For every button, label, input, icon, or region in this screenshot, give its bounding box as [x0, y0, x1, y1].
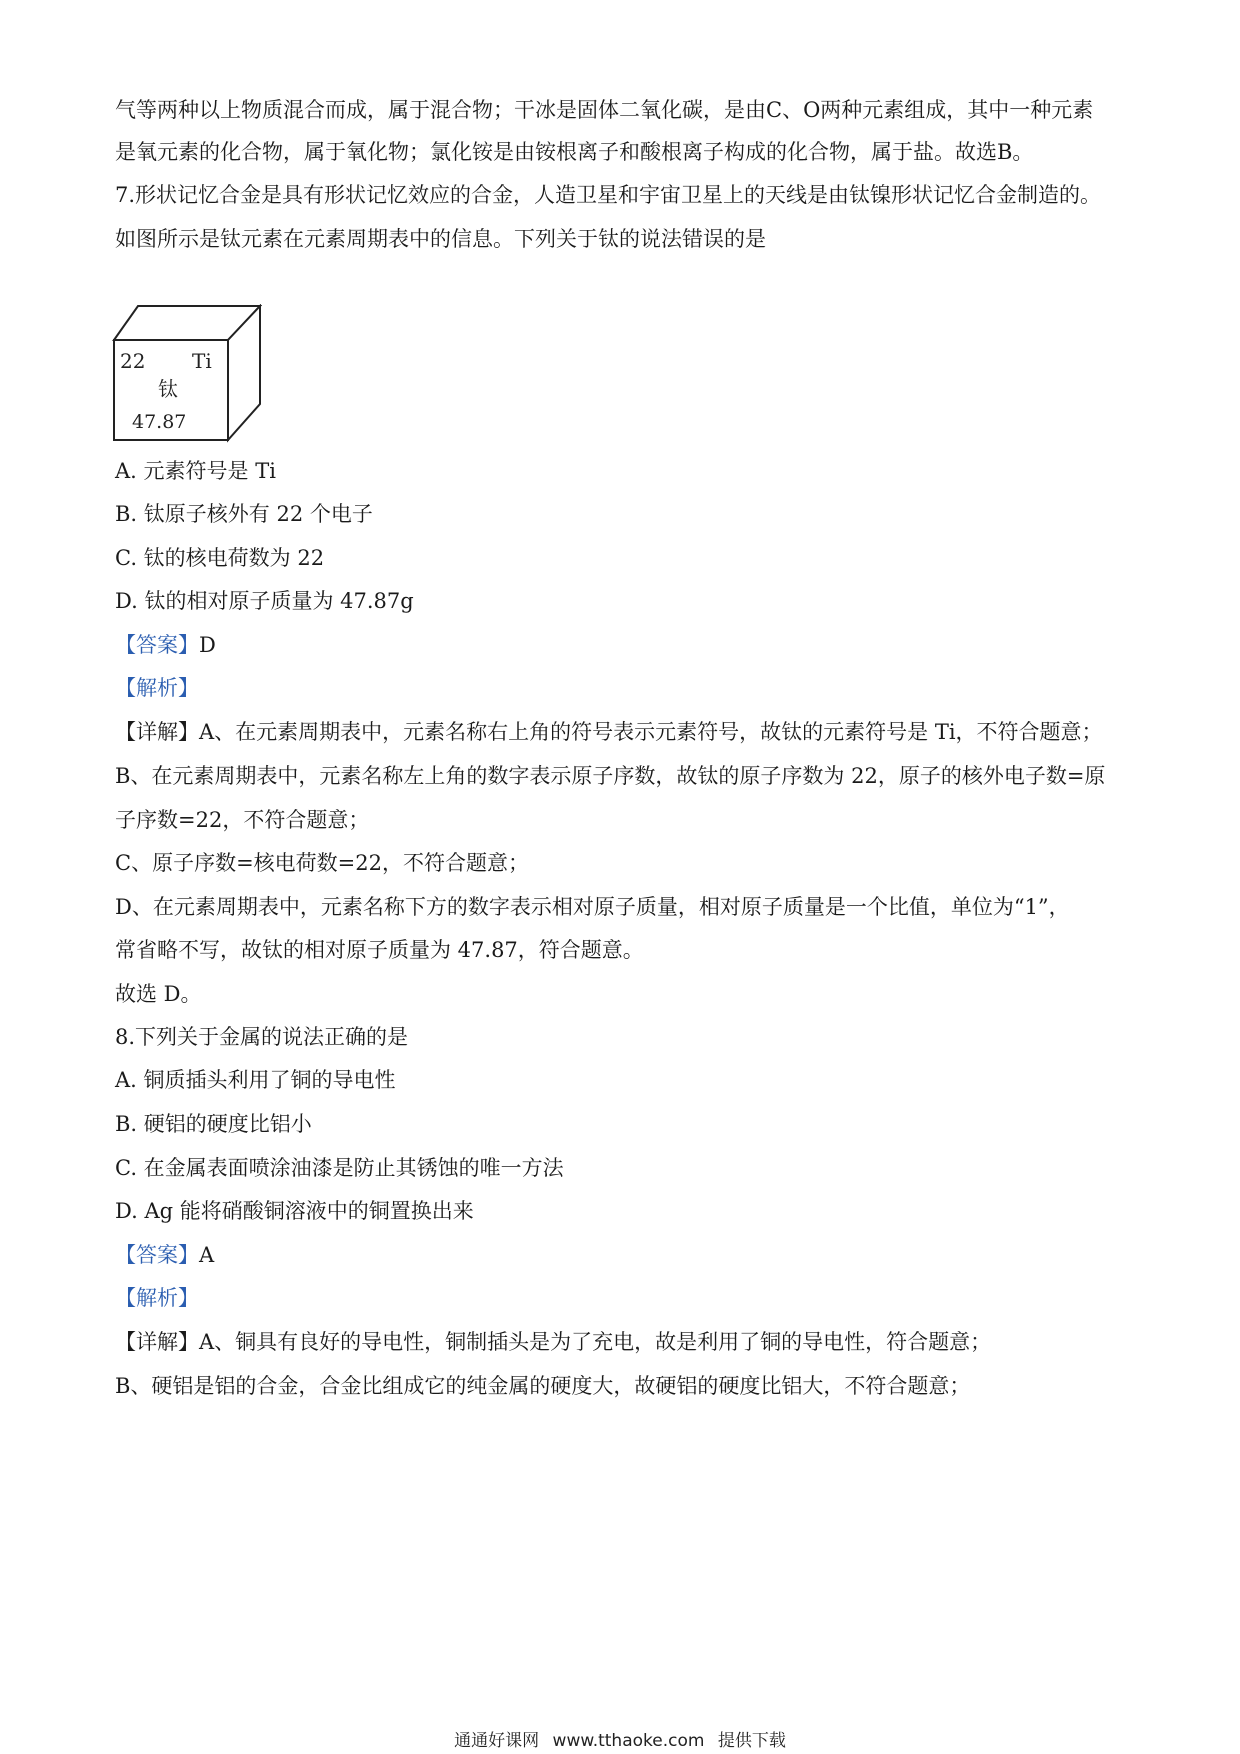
answer-line: [115, 631, 216, 659]
atomic-number: 22: [120, 349, 146, 373]
answer-line: [115, 1241, 214, 1269]
option-a: A. 铜质插头利用了铜的导电性: [115, 1068, 396, 1092]
detail-line: D、在元素周期表中，元素名称下方的数字表示相对原子质量，相对原子质量是一个比值，单位为“1”，: [115, 895, 1070, 919]
option-c: C. 在金属表面喷涂油漆是防止其锈蚀的唯一方法: [115, 1156, 564, 1180]
paragraph-line: 气等两种以上物质混合而成，属于混合物；干冰是固体二氧化碳，是由C、O两种元素组成，其中一种元素: [115, 98, 1094, 122]
element-name: 钛: [158, 377, 178, 401]
question-7-stem: 7.形状记忆合金是具有形状记忆效应的合金，人造卫星和宇宙卫星上的天线是由钛镍形状记忆合金制造的。: [115, 183, 1102, 207]
answer-tag: 【答案】: [115, 633, 199, 657]
detail-line: 常省略不写，故钛的相对原子质量为 47.87，符合题意。: [115, 938, 644, 962]
detail-line: B、在元素周期表中，元素名称左上角的数字表示原子序数，故钛的原子序数为 22，原子的核外电子数=原: [115, 764, 1106, 788]
detail-line: B、硬铝是铝的合金，合金比组成它的纯金属的硬度大，故硬铝的硬度比铝大，不符合题意；: [115, 1374, 971, 1398]
answer-tag: 【答案】: [115, 1243, 199, 1267]
option-c: C. 钛的核电荷数为 22: [115, 546, 325, 570]
question-8-stem: 8.下列关于金属的说法正确的是: [115, 1025, 409, 1049]
page-footer: [0, 1726, 1240, 1751]
answer-value: D: [199, 633, 216, 657]
conclusion-line: 故选 D。: [115, 982, 202, 1006]
answer-value: A: [199, 1243, 215, 1267]
element-symbol: Ti: [192, 349, 212, 373]
option-d: D. 钛的相对原子质量为 47.87g: [115, 589, 414, 613]
detail-line: C、原子序数=核电荷数=22，不符合题意；: [115, 851, 529, 875]
analysis-tag: 【解析】: [115, 676, 199, 700]
question-7-stem-cont: 如图所示是钛元素在元素周期表中的信息。下列关于钛的说法错误的是: [115, 227, 766, 251]
detail-line: 【详解】A、在元素周期表中，元素名称右上角的符号表示元素符号，故钛的元素符号是 Ti，不符合题意；: [115, 720, 1103, 744]
footer-url[interactable]: www.tthaoke.com: [552, 1731, 705, 1751]
paragraph-line: 是氧元素的化合物，属于氧化物；氯化铵是由铵根离子和酸根离子构成的化合物，属于盐。故选B。: [115, 140, 1034, 164]
footer-site-name: 通通好课网: [454, 1731, 540, 1751]
footer-note: 提供下载: [717, 1731, 786, 1751]
option-b: B. 硬铝的硬度比铝小: [115, 1112, 312, 1136]
option-a: A. 元素符号是 Ti: [115, 459, 276, 483]
detail-line: 子序数=22，不符合题意；: [115, 808, 370, 832]
detail-line: 【详解】A、铜具有良好的导电性，铜制插头是为了充电，故是利用了铜的导电性，符合题意；: [115, 1330, 992, 1354]
titanium-element-cube: [112, 304, 262, 444]
analysis-tag: 【解析】: [115, 1286, 199, 1310]
option-b: B. 钛原子核外有 22 个电子: [115, 502, 373, 526]
atomic-mass: 47.87: [132, 411, 187, 433]
option-d: D. Ag 能将硝酸铜溶液中的铜置换出来: [115, 1199, 474, 1223]
